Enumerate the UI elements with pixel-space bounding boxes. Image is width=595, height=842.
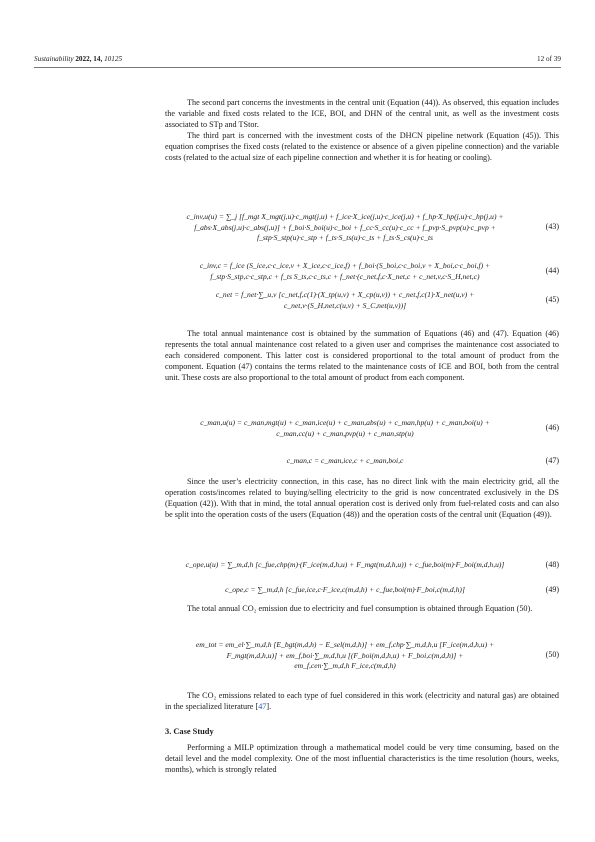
equation-44-line-2: f_stp·S_stp,c·c_stp,c + f_ts S_ts,c·c_ts,c + f_net·(c_net,f,c·X_net,c + c_net,v,c·S_H,net,c): [210, 271, 480, 281]
article-number: 10125: [104, 55, 123, 63]
equation-49: [165, 585, 559, 596]
equation-48-line-1: c_ope,u(u) = ∑_m,d,h [c_fue,chp(m)·(F_ice(m,d,h,u) + F_mgt(m,d,h,u)) + c_fue,boi(m)·F_boi(m,d,h,u)]: [185, 560, 505, 569]
equation-50-number: (50): [545, 650, 559, 659]
page-number: 12 of 39: [537, 55, 561, 63]
equation-43-line-1: c_inv,u(u) = ∑_j [f_mgt X_mgt(j,u)·c_mgt(j,u) + f_ice·X_ice(j,u)·c_ice(j,u) + f_hp·X_hp(j,u)·c_hp(j,u) +: [186, 212, 504, 221]
paragraph-co2-sources-end: ].: [266, 702, 272, 711]
equation-48-number: (48): [545, 560, 559, 569]
equation-45-number: (45): [545, 295, 559, 304]
journal-citation: [34, 55, 122, 63]
paragraph-operation-cost: Since the user’s electricity connection, in this case, has no direct link with the main electricity grid, all the operation costs/incomes related to buying/selling electricity to the grid is now concentrated exclusively in the DS (Equation (42)). With that in mind, the total annual operation cost is derived only from fuel-related costs and can also be split into the operation costs of the users (Equation (48)) and the operation costs of the central unit (Equation (49)).: [165, 477, 559, 519]
reference-link-47[interactable]: 47: [258, 702, 267, 711]
paragraph-case-study: Performing a MILP optimization through a mathematical model could be very time consuming, based on the detail level and the model complexity. One of the most influential characteristics is the time resolution (hours, weeks, months), which is strongly related: [165, 743, 559, 774]
equation-47: [165, 456, 559, 467]
equation-44-number: (44): [545, 266, 559, 275]
equation-49-number: (49): [545, 585, 559, 594]
equation-46-line-1: c_man,u(u) = c_man,mgt(u) + c_man,ice(u) + c_man,abs(u) + c_man,hp(u) + c_man,boi(u) +: [200, 418, 490, 427]
equation-49-line-1: c_ope,c = ∑_m,d,h [c_fue,ice,c·F_ice,c(m,d,h) + c_fue,boi(m)·F_boi,c(m,d,h)]: [225, 585, 465, 594]
equation-43-number: (43): [545, 222, 559, 231]
equation-50: [165, 640, 559, 672]
paragraph-central-unit-investment: The second part concerns the investments in the central unit (Equation (44)). As observed, this equation includes the variable and fixed costs related to the ICE, BOI, and DHN of the central unit, as well as the investment costs associated to STp and TStor.: [165, 98, 559, 129]
equation-43-line-2: f_abs·X_abs(j,u)·c_abs(j,u)] + f_boi·S_boi(u)·c_boi + f_cc·S_cc(u)·c_cc + f_pvp·S_pvp(u)·c_pvp +: [194, 222, 496, 232]
page-header: [34, 55, 561, 68]
paragraph-pipeline-investment: The third part is concerned with the investment costs of the DHCN pipeline network (Equation (45)). This equation comprises the fixed costs (related to the existence or absence of a given pipeline connection) and the variable costs (related to the actual size of each pipeline connection and whether it is for heating or cooling).: [165, 131, 559, 162]
equation-50-line-3: em_f,cen·∑_m,d,h F_ice,c(m,d,h): [294, 661, 396, 671]
equation-44-line-1: c_inv,c = f_ice (S_ice,c·c_ice,v + X_ice,c·c_ice,f) + f_boi·(S_boi,c·c_boi,v + X_boi,c·c_boi,f) +: [199, 261, 491, 270]
equation-45: [165, 290, 559, 311]
equation-47-number: (47): [545, 456, 559, 465]
equation-46: [165, 418, 559, 439]
equation-48: [165, 560, 559, 571]
equation-44: [165, 261, 559, 282]
equation-46-number: (46): [545, 423, 559, 432]
equation-43-line-3: f_stp·S_stp(u)·c_stp + f_ts·S_ts(u)·c_ts + f_ts·S_cs(u)·c_ts: [256, 233, 434, 243]
paragraph-co2-sources: [165, 690, 559, 712]
equation-47-line-1: c_man,c = c_man,ice,c + c_man,boi,c: [286, 456, 404, 465]
equation-50-line-2: F_mgt(m,d,h,u)] + em_f,boi·∑_m,d,h,u [(F_boi(m,d,h,u) + F_boi,c(m,d,h)] +: [226, 650, 464, 660]
journal-year-volume: 2022, 14,: [75, 55, 103, 63]
journal-name: Sustainability: [34, 55, 74, 63]
paragraph-maintenance-cost: The total annual maintenance cost is obtained by the summation of Equations (46) and (47). Equation (46) represents the total annual maintenance cost related to a given user and comprises the maintenance cost associated to each considered component. This latter cost is considered proportional to the total amount of product from the component. Equation (47) contains the terms related to the maintenance costs of ICE and BOI, both from the central unit. These costs are also proportional to the total amount of product from each component.: [165, 329, 559, 382]
equation-46-line-2: c_man,cc(u) + c_man,pvp(u) + c_man,stp(u): [276, 428, 414, 438]
equation-43: [165, 212, 559, 244]
equation-45-line-2: c_net,v·(S_H,net,c(u,v) + S_C,net(u,v))]: [283, 300, 407, 310]
equation-45-line-1: c_net = f_net·∑_u,v [c_net,f,c(1)·(X_tp(u,v) + X_cp(u,v)) + c_net,f,c(1)·X_net(u,v) +: [215, 290, 475, 299]
paragraph-co2-emission: The total annual CO₂ emission due to electricity and fuel consumption is obtained through Equation (50).: [187, 604, 533, 613]
section-heading-case-study: 3. Case Study: [165, 727, 214, 736]
equation-50-line-1: em_tot = em_el·∑_m,d,h [E_bgt(m,d,h) − E_sel(m,d,h)] + em_f,chp·∑_m,d,h,u [F_ice(m,d,h,u) +: [195, 640, 495, 649]
paragraph-co2-sources-text: The CO₂ emissions related to each type of fuel considered in this work (electricity and natural gas) are obtained in the specialized literature [: [165, 691, 559, 711]
